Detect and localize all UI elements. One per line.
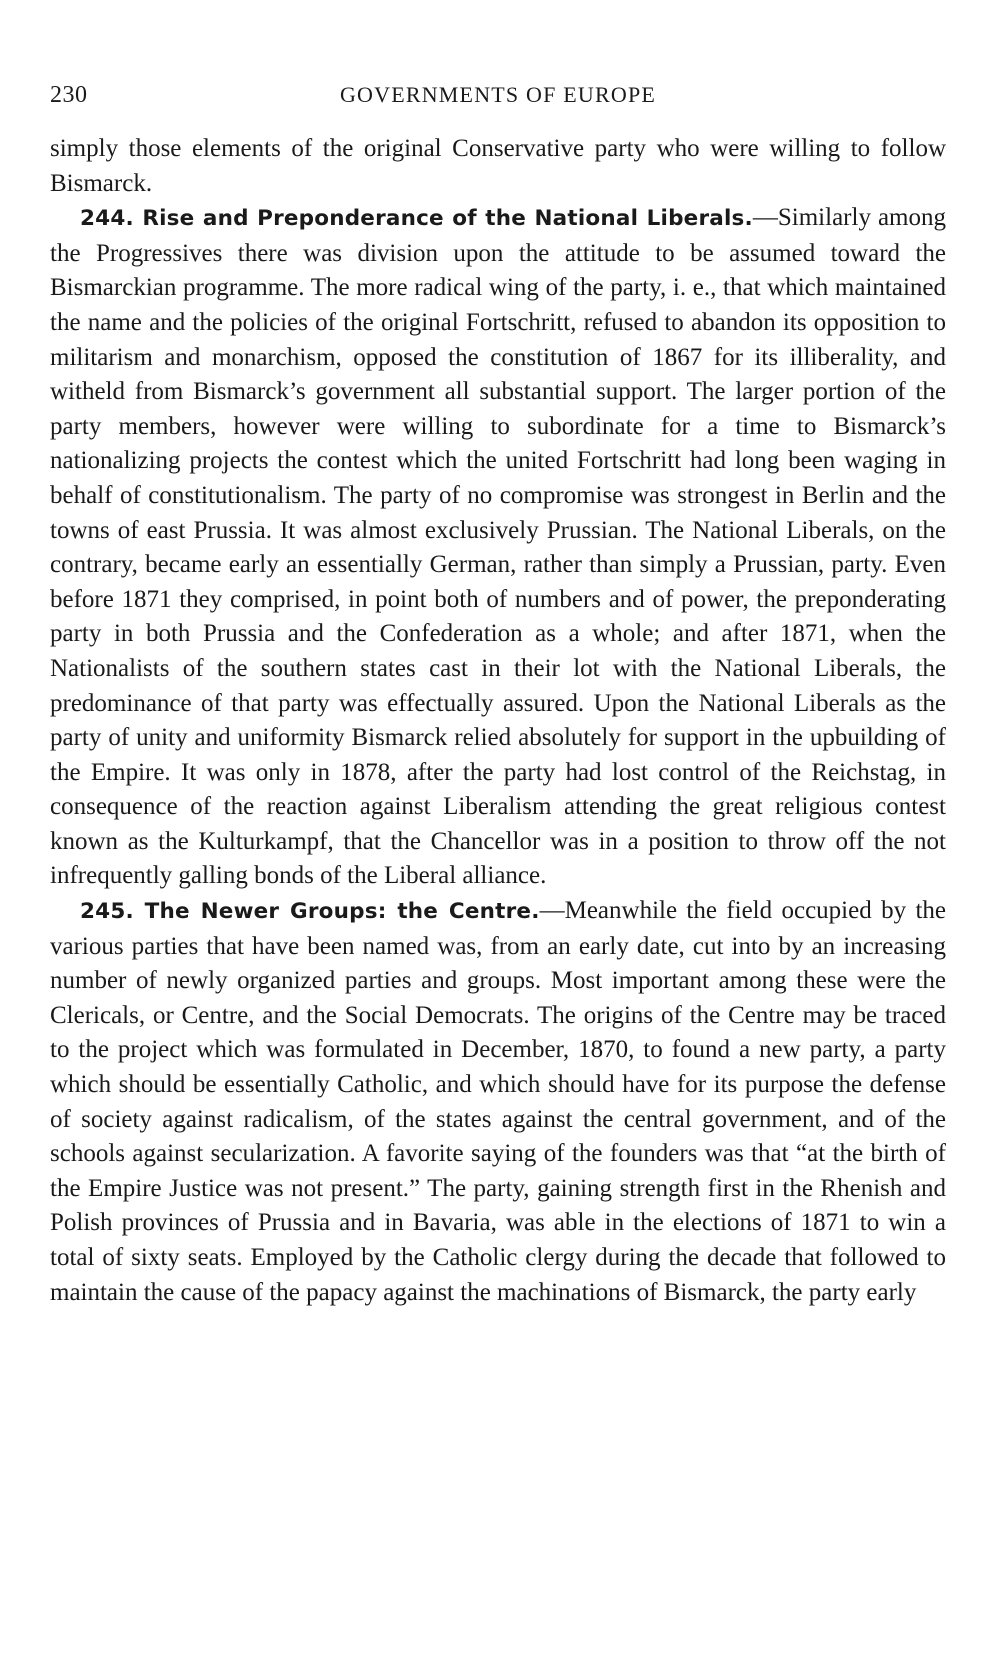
paragraph-text: —Similarly among the Progressives there was division upon the attitude to be assumed toward the Bismarckian programme. The more radical wing of the party, i. e., that which maintained the name and the policies of the original Fortschritt, refused to abandon its opposition to militarism and monarchism, opposed the constitution of 1867 for its illiberality, and witheld from Bismarck’s government all substantial support. The larger portion of the party members, however were willing to subordinate for a time to Bismarck’s nationalizing projects the contest which the united Fortschritt had long been waging in behalf of constitutionalism. The party of no compromise was strongest in Berlin and the towns of east Prussia. It was almost exclusively Prussian. The National Liberals, on the contrary, became early an essentially German, rather than simply a Prussian, party. Even before 1871 they comprised, in point both of numbers and of power, the preponderating party in both Prussia and the Confederation as a whole; and after 1871, when the Nationalists of the southern states cast in their lot with the National Liberals, the predominance of that party was effectually assured. Upon the National Liberals as the party of unity and uniformity Bismarck relied absolutely for support in the upbuilding of the Empire. It was only in 1878, after the party had lost control of the Reichstag, in consequence of the reaction against Liberalism attending the great religious contest known as the Kulturkampf, that the Chancellor was in a position to throw off the not infrequently galling bonds of the Liberal alliance. xyxy=(50,204,946,890)
section-number: 244. xyxy=(80,206,134,232)
book-page xyxy=(50,78,946,1310)
section-244-paragraph xyxy=(50,201,946,894)
page-number: 230 xyxy=(50,82,88,108)
section-title: The Newer Groups: the Centre. xyxy=(144,899,540,925)
section-number: 245. xyxy=(80,899,134,925)
section-title: Rise and Preponderance of the National Liberals. xyxy=(142,206,753,232)
paragraph-text: simply those elements of the original Conservative party who were willing to follow Bismarck. xyxy=(50,135,946,197)
continuation-paragraph xyxy=(50,132,946,201)
section-heading xyxy=(80,899,540,924)
section-245-paragraph xyxy=(50,894,946,1310)
running-header xyxy=(50,78,946,112)
running-title: GOVERNMENTS OF EUROPE xyxy=(339,82,657,107)
paragraph-text: —Meanwhile the field occupied by the various parties that have been named was, from an early date, cut into by an increasing number of newly organized parties and groups. Most important among these were the Clericals, or Centre, and the Social Democrats. The origins of the Centre may be traced to the project which was formulated in December, 1870, to found a new party, a party which should be essentially Catholic, and which should have for its purpose the defense of society against radicalism, of the states against the central government, and of the schools against secularization. A favorite saying of the founders was that “at the birth of the Empire Justice was not present.” The party, gaining strength first in the Rhenish and Polish provinces of Prussia and in Bavaria, was able in the elections of 1871 to win a total of sixty seats. Employed by the Catholic clergy during the decade that followed to maintain the cause of the papacy against the machinations of Bismarck, the party early xyxy=(50,897,946,1306)
section-heading xyxy=(80,206,753,231)
